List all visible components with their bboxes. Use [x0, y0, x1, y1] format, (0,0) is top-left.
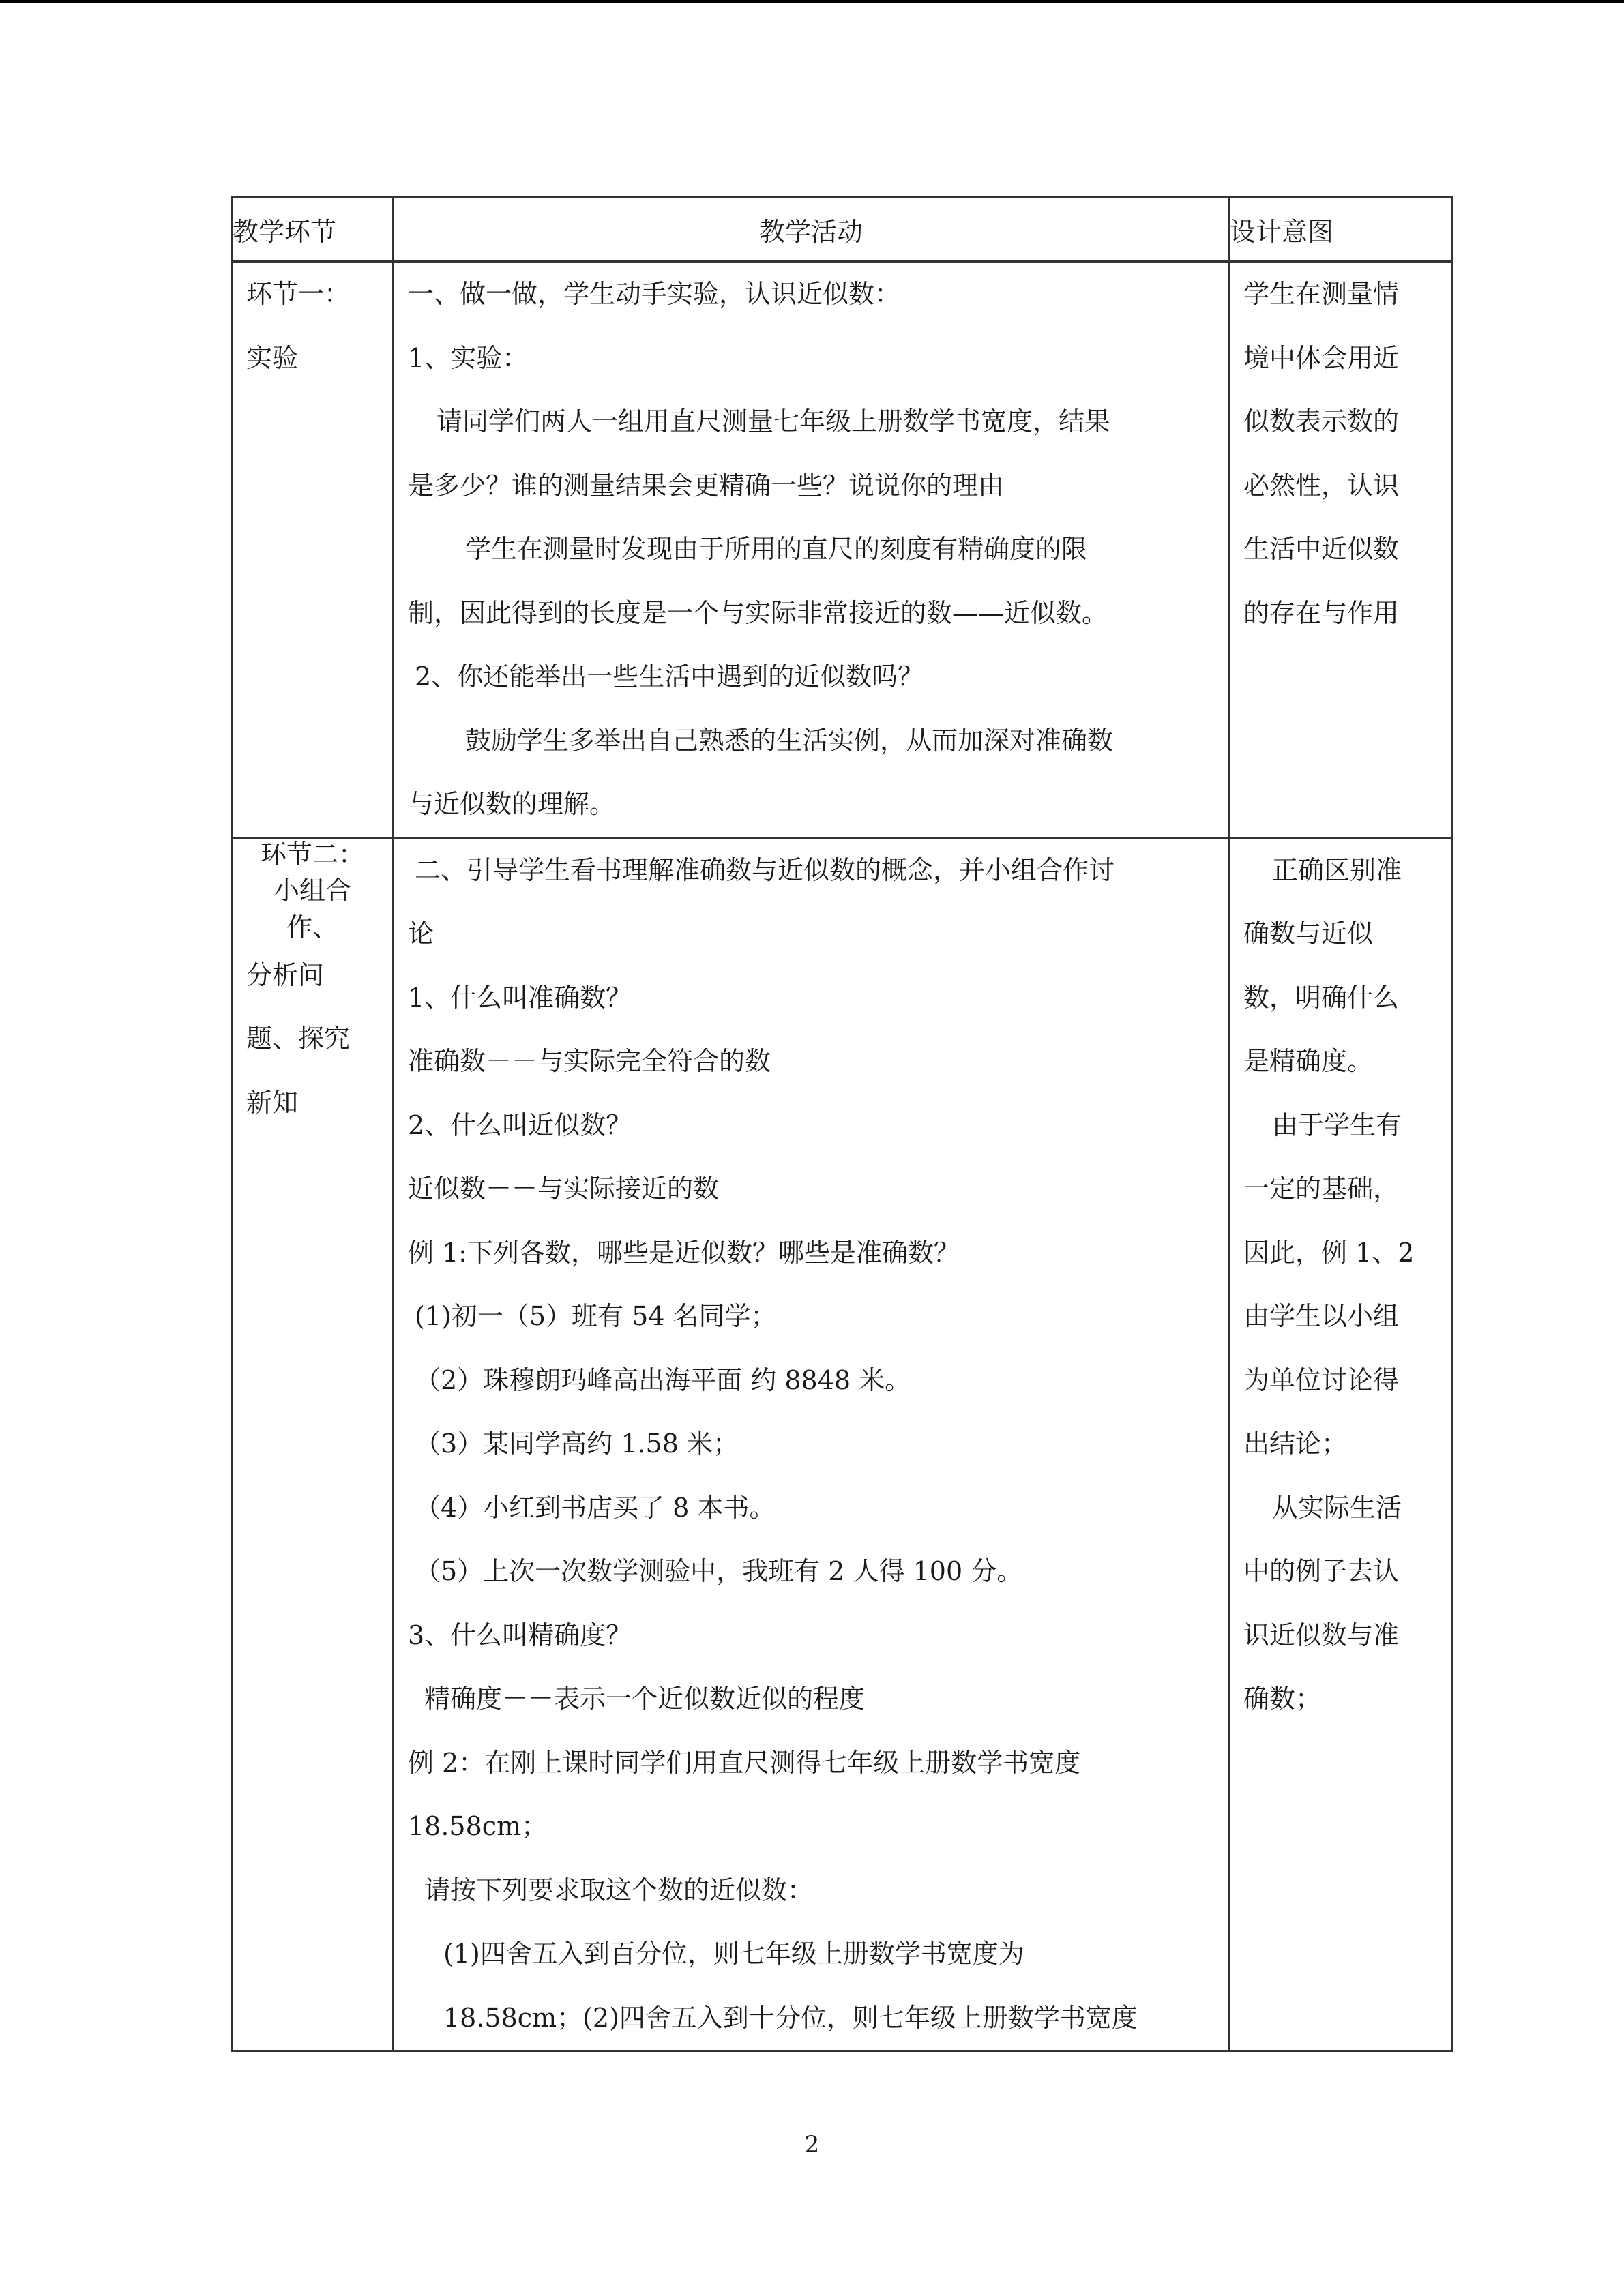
row1-activity-line: 学生在测量时发现由于所用的直尺的刻度有精确度的限 — [465, 534, 1088, 564]
row2-activity-line: 2、什么叫近似数？ — [408, 1109, 632, 1140]
row1-activity-line: 2、你还能举出一些生活中遇到的近似数吗？ — [415, 661, 924, 691]
row2-activity-line: 二、引导学生看书理解准确数与近似数的概念，并小组合作讨 — [415, 854, 1115, 885]
row2-intent-line: 一定的基础， — [1243, 1174, 1400, 1204]
row2-stage-line: 分析问 — [246, 959, 325, 990]
table-header-row — [232, 198, 1453, 262]
row2-intent-cell — [1229, 837, 1453, 2051]
table-row — [232, 262, 1453, 838]
row2-intent-line: 是精确度。 — [1243, 1046, 1374, 1076]
row2-activity-line: 18.58cm；(2)四舍五入到十分位，则七年级上册数学书宽度 — [443, 2002, 1138, 2033]
row2-activity-line: (1)四舍五入到百分位，则七年级上册数学书宽度为 — [443, 1939, 1024, 1969]
row2-intent-line: 确数； — [1243, 1684, 1322, 1714]
row2-intent-line: 为单位讨论得 — [1243, 1365, 1400, 1395]
row2-activity-line: 例 1:下列各数，哪些是近似数？哪些是准确数？ — [408, 1237, 960, 1268]
row2-activity-line: 论 — [408, 919, 434, 949]
row2-stage-line: 作、 — [286, 912, 338, 942]
row1-intent-cell — [1229, 262, 1453, 838]
row2-activity-line: （5）上次一次数学测验中，我班有 2 人得 100 分。 — [415, 1556, 1023, 1586]
row1-activity-line: 与近似数的理解。 — [408, 789, 616, 819]
row2-activity-line: (1)初一（5）班有 54 名同学； — [415, 1301, 777, 1331]
row1-intent-line: 必然性，认识 — [1243, 470, 1400, 501]
row2-stage-line: 题、探究 — [246, 1024, 351, 1054]
row2-activity-line: 1、什么叫准确数？ — [408, 982, 632, 1013]
header-intent: 设计意图 — [1229, 198, 1453, 262]
row2-intent-line: 确数与近似 — [1243, 919, 1374, 949]
row1-activity-line: 制，因此得到的长度是一个与实际非常接近的数——近似数。 — [408, 597, 1108, 628]
row2-activity-cell — [394, 837, 1229, 2051]
row2-activity-line: （3）某同学高约 1.58 米； — [415, 1429, 739, 1459]
row2-activity-line: （4）小红到书店买了 8 本书。 — [415, 1492, 776, 1523]
row2-activity-line: 请按下列要求取这个数的近似数： — [424, 1875, 814, 1905]
row2-intent-line: 由学生以小组 — [1243, 1301, 1400, 1331]
lesson-plan-table — [231, 196, 1453, 2052]
row1-activity-cell — [394, 262, 1229, 838]
header-activity: 教学活动 — [394, 198, 1229, 262]
row2-activity-line: 近似数－－与实际接近的数 — [408, 1174, 720, 1204]
row2-intent-line: 由于学生有 — [1272, 1109, 1402, 1140]
top-border-line — [0, 0, 1624, 3]
row2-stage-cell — [232, 837, 394, 2051]
row2-activity-line: 例 2：在刚上课时同学们用直尺测得七年级上册数学书宽度 — [408, 1747, 1081, 1778]
row1-activity-line: 1、实验： — [408, 342, 529, 373]
row2-intent-line: 中的例子去认 — [1243, 1556, 1400, 1586]
row2-intent-line: 正确区别准 — [1272, 854, 1402, 885]
page-number: 2 — [804, 2131, 820, 2158]
row2-activity-line: 18.58cm； — [408, 1811, 548, 1841]
row1-intent-line: 境中体会用近 — [1243, 342, 1400, 373]
row2-activity-line: （2）珠穆朗玛峰高出海平面 约 8848 米。 — [415, 1365, 911, 1395]
row2-activity-line: 3、什么叫精确度？ — [408, 1620, 632, 1650]
row1-activity-line: 是多少？谁的测量结果会更精确一些？说说你的理由 — [408, 470, 1005, 501]
row2-intent-line: 数，明确什么 — [1243, 982, 1400, 1013]
row2-intent-line: 识近似数与准 — [1243, 1620, 1400, 1650]
row1-stage-cell — [232, 262, 394, 838]
row2-stage-line: 新知 — [246, 1087, 299, 1118]
row1-intent-line: 生活中近似数 — [1243, 534, 1400, 564]
row2-intent-line: 出结论； — [1243, 1429, 1348, 1459]
row1-intent-line: 的存在与作用 — [1243, 597, 1400, 628]
row2-stage-line: 环节二： — [260, 839, 364, 869]
row1-intent-line: 学生在测量情 — [1243, 279, 1400, 309]
row1-activity-line: 请同学们两人一组用直尺测量七年级上册数学书宽度，结果 — [437, 406, 1111, 436]
row2-intent-line: 因此，例 1、2 — [1243, 1237, 1415, 1268]
row2-activity-line: 精确度－－表示一个近似数近似的程度 — [424, 1684, 866, 1714]
row1-activity-line: 一、做一做，学生动手实验，认识近似数： — [408, 279, 901, 309]
header-stage: 教学环节 — [232, 198, 394, 262]
row1-activity-line: 鼓励学生多举出自己熟悉的生活实例，从而加深对准确数 — [465, 725, 1114, 756]
row2-intent-line: 从实际生活 — [1272, 1492, 1402, 1523]
row1-stage-line: 实验 — [246, 342, 299, 373]
table-row — [232, 837, 1453, 2051]
row2-stage-line: 小组合 — [273, 875, 351, 906]
row2-activity-line: 准确数－－与实际完全符合的数 — [408, 1046, 771, 1076]
row1-intent-line: 似数表示数的 — [1243, 406, 1400, 436]
row1-stage-line: 环节一： — [246, 279, 351, 309]
